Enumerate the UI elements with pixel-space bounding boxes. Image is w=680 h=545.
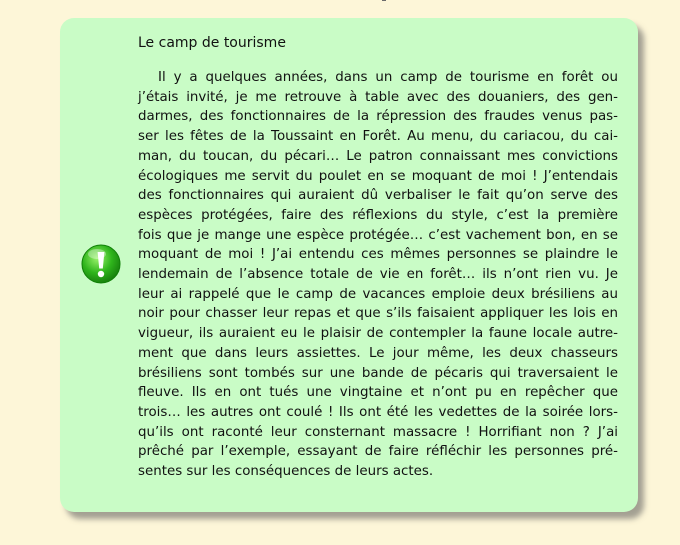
- body-line: sentes sur les conséquences de leurs actes.: [138, 464, 434, 480]
- note-body: [138, 68, 618, 482]
- body-line: espèces protégées, faire des réflexions du style, c’est la première: [138, 207, 618, 223]
- body-line: prêché par l’exemple, essayant de faire réfléchir les personnes pré-: [138, 444, 618, 460]
- body-line: lendemain de l’absence totale de vie en forêt… ils n’ont rien vu. Je: [138, 267, 618, 283]
- body-line: des fonctionnaires qui auraient dû verbaliser le fait qu’on serve des: [138, 188, 618, 204]
- body-line: ment que dans leurs assiettes. Le jour même, les deux chasseurs: [138, 345, 618, 361]
- body-line: fleuve. Ils en ont tués une vingtaine et n’ont pu en repêcher que: [138, 385, 618, 401]
- body-line: j’étais invité, je me retrouve à table avec des douaniers, des gen-: [138, 89, 618, 105]
- body-line: trois… les autres ont coulé ! Ils ont été les vedettes de la soirée lors-: [138, 404, 618, 420]
- body-line: fois que je mange une espèce protégée… c’est vachement bon, en se: [138, 227, 618, 243]
- body-line: noir pour chasser leur repas et que s’ils faisaient appliquer les lois en: [138, 306, 618, 322]
- top-speck: [382, 0, 386, 1]
- body-line: écologiques me servit du poulet en se moquant de moi ! J’entendais: [138, 168, 618, 184]
- body-line: ser les fêtes de la Toussaint en Forêt. Au menu, du cariacou, du cai-: [138, 129, 618, 145]
- exclamation-icon: [81, 244, 121, 284]
- body-line: man, du toucan, du pécari… Le patron connaissant mes convictions: [138, 148, 618, 164]
- body-line: Il y a quelques années, dans un camp de tourisme en forêt ou: [158, 70, 618, 85]
- note-box: [60, 18, 638, 512]
- body-line: qu’ils ont raconté leur consternant massacre ! Horrifiant non ? J’ai: [138, 424, 618, 440]
- body-line: moquant de moi ! J’ai entendu ces mêmes personnes se plaindre le: [138, 247, 618, 263]
- note-title: Le camp de tourisme: [138, 35, 286, 51]
- body-line: darmes, des fonctionnaires de la répression des fraudes venus pas-: [138, 109, 618, 125]
- body-line: brésiliens sont tombés sur une bande de pécaris qui traversaient le: [138, 365, 618, 381]
- body-line: vigueur, ils auraient eu le plaisir de contempler la faune locale autre-: [138, 326, 618, 342]
- body-line: leur ai rappelé que le camp de vacances emploie deux brésiliens au: [138, 286, 618, 302]
